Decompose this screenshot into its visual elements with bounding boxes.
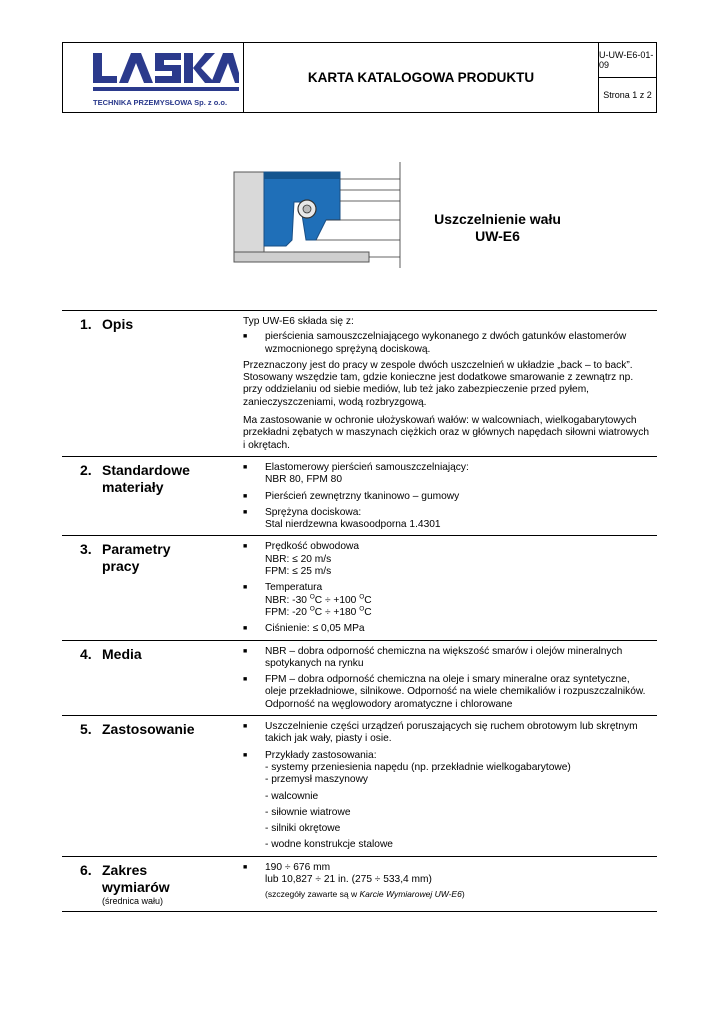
bullet-icon: ■ — [243, 676, 248, 684]
section-zastosowanie — [62, 715, 657, 856]
section-title: Media — [102, 645, 142, 662]
list-item: ■ Elastomerowy pierścień samouszczelniający: NBR 80, FPM 80 — [243, 461, 469, 486]
opis-paragraph: Przeznaczony jest do pracy w zespole dwóch uszczelnień w układzie „back – to back”. Stosowany wszędzie tam, gdzie konieczne jest dodatkowe smarowanie z zewnątrz np. przy oddzielaniu od siebie mediów, lub też jako zabezpieczenie przed pyłem, zanieczyszczeniami, wodą rozbryzgową. — [243, 359, 634, 408]
page-number: Strona 1 z 2 — [603, 90, 652, 100]
section-title: Parametry pracy — [102, 541, 171, 575]
application-example: - systemy przeniesienia napędu (np. przekładnie wielkogabarytowe) — [265, 761, 571, 773]
company-logo — [63, 43, 244, 112]
bullet-icon: ■ — [243, 543, 248, 551]
bullet-icon: ■ — [243, 723, 248, 731]
dimensions-note: (szczegóły zawarte są w Karcie Wymiarowej UW-E6) — [265, 889, 465, 900]
opis-intro: Typ UW-E6 składa się z: — [243, 316, 354, 327]
section-wymiary — [62, 856, 657, 912]
section-body — [243, 462, 657, 531]
list-item: ■ Przykłady zastosowania: - systemy przeniesienia napędu (np. przekładnie wielkogabarytowe) - przemysł maszynowy - walcownie - siłownie wiatrowe - silniki okrętowe - wodne konstrukcje stalowe — [243, 750, 653, 852]
bullet-icon: ■ — [243, 463, 248, 471]
list-item: ■ Ciśnienie: ≤ 0,05 MPa — [243, 623, 365, 635]
product-sections — [62, 310, 657, 912]
product-title-line2: UW-E6 — [475, 228, 520, 244]
section-subtitle: (średnica wału) — [102, 895, 164, 906]
logo-subtitle: TECHNIKA PRZEMYSŁOWA Sp. z o.o. — [93, 98, 228, 107]
section-title: Zastosowanie — [102, 721, 195, 738]
section-title: Standardowe materiały — [102, 461, 190, 495]
bullet-icon: ■ — [243, 625, 248, 633]
product-title — [400, 211, 595, 245]
list-item: ■ Prędkość obwodowa NBR: ≤ 20 m/s FPM: ≤ 25 m/s — [243, 541, 360, 578]
section-number: 6. — [80, 861, 92, 878]
document-header — [62, 42, 657, 113]
section-body — [243, 646, 657, 711]
list-item: ■ FPM – dobra odporność chemiczna na oleje i smary mineralne oraz syntetyczne, oleje przekładniowe, silnikowe. Odporność na wiele chemikaliów i rozpuszczalników. Odporność na węglowodory aromatyczne i chlorowane — [243, 674, 646, 710]
seal-cross-section-drawing — [230, 160, 405, 270]
section-title: Zakres wymiarów (średnica wału) — [102, 861, 170, 906]
section-number: 3. — [80, 541, 92, 558]
temperature-fpm: FPM: -20 $^O$C ÷ +180 $^O$C — [265, 605, 372, 618]
section-opis — [62, 310, 657, 456]
application-example: - walcownie — [265, 790, 319, 802]
section-body — [243, 316, 657, 452]
section-number: 5. — [80, 721, 92, 738]
section-body — [243, 721, 657, 852]
section-number: 1. — [80, 316, 92, 332]
temperature-nbr: NBR: -30 $^O$C ÷ +100 $^O$C — [265, 593, 372, 606]
application-example: - przemysł maszynowy — [265, 774, 369, 786]
bullet-icon: ■ — [243, 647, 248, 655]
section-parametry — [62, 535, 657, 639]
application-example: - siłownie wiatrowe — [265, 806, 351, 818]
section-body — [243, 862, 657, 907]
application-example: - wodne konstrukcje stalowe — [265, 839, 393, 851]
document-title: KARTA KATALOGOWA PRODUKTU — [244, 43, 599, 112]
opis-paragraph: Ma zastosowanie w ochronie ułożyskowań wałów: w walcowniach, wielkogabarytowych przekładni zębatych w maszynach ciężkich oraz w głównych napędach siłowni wiatrowych i okrętach. — [243, 415, 649, 451]
list-item: ■ NBR – dobra odporność chemiczna na większość smarów i olejów mineralnych spotykanych na rynku — [243, 645, 623, 669]
section-media — [62, 640, 657, 715]
bullet-icon: ■ — [243, 584, 248, 592]
bullet-icon: ■ — [243, 333, 248, 341]
document-code: U-UW-E6-01-09 — [599, 43, 656, 78]
list-item: ■ pierścienia samouszczelniającego wykonanego z dwóch gatunków elastomerów wzmocnionego sprężyną dociskową. — [243, 331, 627, 355]
list-item: ■ Pierścień zewnętrzny tkaninowo – gumowy — [243, 490, 460, 502]
bullet-icon: ■ — [243, 508, 248, 516]
section-title: Opis — [102, 316, 134, 332]
list-item: ■ Temperatura NBR: -30 $^O$C ÷ +100 $^O$C FPM: -20 $^O$C ÷ +180 $^O$C — [243, 582, 653, 619]
bullet-icon: ■ — [243, 492, 248, 500]
product-title-line1: Uszczelnienie wału — [434, 211, 561, 227]
bullet-icon: ■ — [243, 863, 248, 871]
application-example: - silniki okrętowe — [265, 823, 341, 835]
section-number: 2. — [80, 461, 92, 478]
list-item: ■ 190 ÷ 676 mm lub 10,827 ÷ 21 in. (275 ÷ 533,4 mm) (szczegóły zawarte są w Karcie Wymiarowej UW-E6) — [243, 862, 653, 901]
section-number: 4. — [80, 645, 92, 662]
list-item: ■ Uszczelnienie części urządzeń poruszających się ruchem obrotowym lub skrętnym takich jak wały, piasty i osie. — [243, 721, 638, 745]
section-body — [243, 541, 657, 635]
list-item: ■ Sprężyna dociskowa: Stal nierdzewna kwasoodporna 1.4301 — [243, 506, 441, 531]
section-materialy — [62, 456, 657, 535]
bullet-icon: ■ — [243, 751, 248, 759]
